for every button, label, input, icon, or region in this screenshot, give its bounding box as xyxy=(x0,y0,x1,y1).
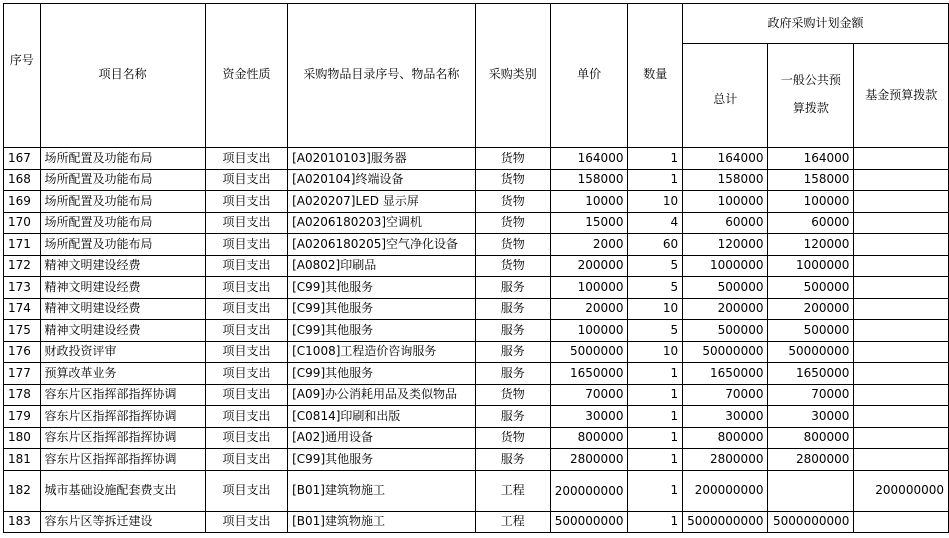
row-fund-nature-cell: 项目支出 xyxy=(205,169,287,191)
row-unit-price-cell: 15000 xyxy=(550,212,628,234)
row-general-budget-cell: 120000 xyxy=(768,234,854,256)
table-row xyxy=(4,470,949,511)
row-unit-price-cell: 100000 xyxy=(550,320,628,342)
row-fund-nature-cell: 项目支出 xyxy=(205,449,287,471)
table-row xyxy=(4,169,949,191)
row-quantity-cell: 1 xyxy=(628,511,683,533)
row-project-name-cell: 精神文明建设经费 xyxy=(40,255,205,277)
table-row xyxy=(4,341,949,363)
row-category-cell: 服务 xyxy=(475,363,550,385)
row-unit-price-cell: 70000 xyxy=(550,384,628,406)
row-fund-budget-cell xyxy=(854,255,949,277)
row-quantity-cell: 1 xyxy=(628,406,683,428)
row-total-cell: 200000 xyxy=(683,298,768,320)
row-quantity-cell: 4 xyxy=(628,212,683,234)
row-item-cell: [A02]通用设备 xyxy=(288,427,476,449)
row-total-cell: 500000 xyxy=(683,277,768,299)
row-item-cell: [A0206180205]空气净化设备 xyxy=(288,234,476,256)
row-total-cell: 60000 xyxy=(683,212,768,234)
row-quantity-cell: 1 xyxy=(628,427,683,449)
row-item-cell: [C99]其他服务 xyxy=(288,277,476,299)
row-quantity-cell: 1 xyxy=(628,384,683,406)
row-project-name-cell: 场所配置及功能布局 xyxy=(40,148,205,170)
row-quantity-cell: 1 xyxy=(628,148,683,170)
row-category-cell: 服务 xyxy=(475,449,550,471)
row-unit-price-cell: 2800000 xyxy=(550,449,628,471)
table-row xyxy=(4,277,949,299)
row-total-cell: 1650000 xyxy=(683,363,768,385)
row-project-name-cell: 容东片区指挥部指挥协调 xyxy=(40,427,205,449)
row-item-cell: [C0814]印刷和出版 xyxy=(288,406,476,428)
row-seq-cell: 169 xyxy=(4,191,41,213)
table-row xyxy=(4,363,949,385)
row-item-cell: [A020104]终端设备 xyxy=(288,169,476,191)
row-fund-budget-cell xyxy=(854,511,949,533)
table-row xyxy=(4,320,949,342)
row-general-budget-cell: 1000000 xyxy=(768,255,854,277)
row-item-cell: [C99]其他服务 xyxy=(288,449,476,471)
row-unit-price-cell: 200000 xyxy=(550,255,628,277)
row-project-name-cell: 场所配置及功能布局 xyxy=(40,234,205,256)
row-fund-budget-cell xyxy=(854,384,949,406)
row-fund-nature-cell: 项目支出 xyxy=(205,511,287,533)
row-total-cell: 50000000 xyxy=(683,341,768,363)
table-row xyxy=(4,255,949,277)
header-item-catalog: 采购物品目录序号、物品名称 xyxy=(288,4,476,148)
row-fund-nature-cell: 项目支出 xyxy=(205,277,287,299)
row-project-name-cell: 精神文明建设经费 xyxy=(40,277,205,299)
row-fund-budget-cell xyxy=(854,363,949,385)
procurement-plan-table xyxy=(3,3,949,533)
row-quantity-cell: 10 xyxy=(628,341,683,363)
row-fund-budget-cell xyxy=(854,341,949,363)
row-category-cell: 工程 xyxy=(475,511,550,533)
row-total-cell: 120000 xyxy=(683,234,768,256)
row-general-budget-cell: 30000 xyxy=(768,406,854,428)
row-seq-cell: 180 xyxy=(4,427,41,449)
row-project-name-cell: 场所配置及功能布局 xyxy=(40,212,205,234)
row-quantity-cell: 1 xyxy=(628,363,683,385)
row-seq-cell: 174 xyxy=(4,298,41,320)
row-seq-cell: 171 xyxy=(4,234,41,256)
table-row xyxy=(4,384,949,406)
row-fund-budget-cell xyxy=(854,212,949,234)
row-category-cell: 服务 xyxy=(475,320,550,342)
row-seq-cell: 167 xyxy=(4,148,41,170)
header-fund-nature: 资金性质 xyxy=(205,4,287,148)
row-seq-cell: 182 xyxy=(4,470,41,511)
row-seq-cell: 176 xyxy=(4,341,41,363)
row-unit-price-cell: 164000 xyxy=(550,148,628,170)
row-fund-nature-cell: 项目支出 xyxy=(205,234,287,256)
row-quantity-cell: 1 xyxy=(628,470,683,511)
row-category-cell: 服务 xyxy=(475,406,550,428)
table-row xyxy=(4,406,949,428)
header-fund-budget: 基金预算拨款 xyxy=(854,44,949,148)
table-row xyxy=(4,191,949,213)
row-seq-cell: 170 xyxy=(4,212,41,234)
row-total-cell: 5000000000 xyxy=(683,511,768,533)
header-unit-price: 单价 xyxy=(550,4,628,148)
row-fund-nature-cell: 项目支出 xyxy=(205,363,287,385)
row-fund-nature-cell: 项目支出 xyxy=(205,470,287,511)
row-category-cell: 货物 xyxy=(475,234,550,256)
row-unit-price-cell: 2000 xyxy=(550,234,628,256)
row-fund-nature-cell: 项目支出 xyxy=(205,341,287,363)
row-general-budget-cell: 158000 xyxy=(768,169,854,191)
row-project-name-cell: 预算改革业务 xyxy=(40,363,205,385)
row-project-name-cell: 财政投资评审 xyxy=(40,341,205,363)
row-seq-cell: 181 xyxy=(4,449,41,471)
row-general-budget-cell: 500000 xyxy=(768,320,854,342)
row-unit-price-cell: 30000 xyxy=(550,406,628,428)
row-quantity-cell: 5 xyxy=(628,277,683,299)
row-category-cell: 货物 xyxy=(475,191,550,213)
row-project-name-cell: 容东片区指挥部指挥协调 xyxy=(40,449,205,471)
row-project-name-cell: 精神文明建设经费 xyxy=(40,298,205,320)
row-project-name-cell: 容东片区指挥部指挥协调 xyxy=(40,406,205,428)
row-total-cell: 164000 xyxy=(683,148,768,170)
header-plan-amount-group: 政府采购计划金额 xyxy=(683,4,949,44)
table-row xyxy=(4,449,949,471)
row-total-cell: 800000 xyxy=(683,427,768,449)
row-unit-price-cell: 500000000 xyxy=(550,511,628,533)
row-seq-cell: 168 xyxy=(4,169,41,191)
row-quantity-cell: 1 xyxy=(628,169,683,191)
row-fund-nature-cell: 项目支出 xyxy=(205,384,287,406)
row-fund-nature-cell: 项目支出 xyxy=(205,298,287,320)
row-general-budget-cell: 164000 xyxy=(768,148,854,170)
row-item-cell: [B01]建筑物施工 xyxy=(288,470,476,511)
row-fund-budget-cell xyxy=(854,406,949,428)
header-project-name: 项目名称 xyxy=(40,4,205,148)
table-row xyxy=(4,234,949,256)
row-quantity-cell: 5 xyxy=(628,255,683,277)
row-project-name-cell: 容东片区指挥部指挥协调 xyxy=(40,384,205,406)
table-row xyxy=(4,427,949,449)
row-fund-budget-cell xyxy=(854,449,949,471)
row-category-cell: 服务 xyxy=(475,341,550,363)
row-fund-budget-cell xyxy=(854,298,949,320)
row-seq-cell: 175 xyxy=(4,320,41,342)
row-fund-nature-cell: 项目支出 xyxy=(205,148,287,170)
row-project-name-cell: 容东片区等拆迁建设 xyxy=(40,511,205,533)
row-fund-nature-cell: 项目支出 xyxy=(205,427,287,449)
header-quantity: 数量 xyxy=(628,4,683,148)
row-unit-price-cell: 5000000 xyxy=(550,341,628,363)
row-total-cell: 30000 xyxy=(683,406,768,428)
row-fund-budget-cell xyxy=(854,191,949,213)
row-total-cell: 158000 xyxy=(683,169,768,191)
row-fund-budget-cell xyxy=(854,169,949,191)
row-seq-cell: 179 xyxy=(4,406,41,428)
row-general-budget-cell: 50000000 xyxy=(768,341,854,363)
row-general-budget-cell: 60000 xyxy=(768,212,854,234)
row-unit-price-cell: 158000 xyxy=(550,169,628,191)
row-category-cell: 服务 xyxy=(475,277,550,299)
row-quantity-cell: 10 xyxy=(628,191,683,213)
row-general-budget-cell: 2800000 xyxy=(768,449,854,471)
table-body xyxy=(4,148,949,533)
row-fund-budget-cell xyxy=(854,320,949,342)
row-general-budget-cell: 5000000000 xyxy=(768,511,854,533)
row-fund-nature-cell: 项目支出 xyxy=(205,191,287,213)
row-item-cell: [A020207]LED 显示屏 xyxy=(288,191,476,213)
row-total-cell: 500000 xyxy=(683,320,768,342)
row-total-cell: 200000000 xyxy=(683,470,768,511)
row-general-budget-cell: 1650000 xyxy=(768,363,854,385)
row-category-cell: 货物 xyxy=(475,212,550,234)
row-unit-price-cell: 200000000 xyxy=(550,470,628,511)
row-fund-nature-cell: 项目支出 xyxy=(205,255,287,277)
row-item-cell: [C99]其他服务 xyxy=(288,298,476,320)
table-row xyxy=(4,298,949,320)
row-general-budget-cell: 100000 xyxy=(768,191,854,213)
header-general-budget: 一般公共预算拨款 xyxy=(768,66,854,148)
row-seq-cell: 172 xyxy=(4,255,41,277)
row-category-cell: 货物 xyxy=(475,148,550,170)
row-general-budget-cell: 800000 xyxy=(768,427,854,449)
row-category-cell: 货物 xyxy=(475,255,550,277)
row-category-cell: 货物 xyxy=(475,384,550,406)
table-row xyxy=(4,212,949,234)
row-category-cell: 货物 xyxy=(475,169,550,191)
row-item-cell: [A0206180203]空调机 xyxy=(288,212,476,234)
row-fund-budget-cell: 200000000 xyxy=(854,470,949,511)
header-category: 采购类别 xyxy=(475,4,550,148)
row-category-cell: 工程 xyxy=(475,470,550,511)
row-fund-nature-cell: 项目支出 xyxy=(205,406,287,428)
header-seq: 序号 xyxy=(4,4,41,148)
row-seq-cell: 183 xyxy=(4,511,41,533)
row-category-cell: 货物 xyxy=(475,427,550,449)
row-fund-budget-cell xyxy=(854,277,949,299)
row-item-cell: [C99]其他服务 xyxy=(288,363,476,385)
row-unit-price-cell: 20000 xyxy=(550,298,628,320)
row-project-name-cell: 城市基础设施配套费支出 xyxy=(40,470,205,511)
row-total-cell: 2800000 xyxy=(683,449,768,471)
header-general-budget-top xyxy=(768,44,854,66)
row-quantity-cell: 10 xyxy=(628,298,683,320)
row-unit-price-cell: 10000 xyxy=(550,191,628,213)
row-category-cell: 服务 xyxy=(475,298,550,320)
row-general-budget-cell: 500000 xyxy=(768,277,854,299)
row-fund-budget-cell xyxy=(854,427,949,449)
row-general-budget-cell: 70000 xyxy=(768,384,854,406)
table-row xyxy=(4,511,949,533)
row-general-budget-cell: 200000 xyxy=(768,298,854,320)
row-quantity-cell: 60 xyxy=(628,234,683,256)
row-unit-price-cell: 1650000 xyxy=(550,363,628,385)
row-project-name-cell: 场所配置及功能布局 xyxy=(40,191,205,213)
row-fund-budget-cell xyxy=(854,148,949,170)
row-project-name-cell: 场所配置及功能布局 xyxy=(40,169,205,191)
row-general-budget-cell xyxy=(768,470,854,511)
row-total-cell: 70000 xyxy=(683,384,768,406)
row-project-name-cell: 精神文明建设经费 xyxy=(40,320,205,342)
row-seq-cell: 173 xyxy=(4,277,41,299)
row-item-cell: [C99]其他服务 xyxy=(288,320,476,342)
row-item-cell: [A02010103]服务器 xyxy=(288,148,476,170)
row-seq-cell: 177 xyxy=(4,363,41,385)
row-seq-cell: 178 xyxy=(4,384,41,406)
header-total: 总计 xyxy=(683,44,768,148)
row-total-cell: 1000000 xyxy=(683,255,768,277)
row-total-cell: 100000 xyxy=(683,191,768,213)
row-item-cell: [C1008]工程造价咨询服务 xyxy=(288,341,476,363)
row-quantity-cell: 5 xyxy=(628,320,683,342)
row-item-cell: [A0802]印刷品 xyxy=(288,255,476,277)
row-fund-nature-cell: 项目支出 xyxy=(205,320,287,342)
row-quantity-cell: 1 xyxy=(628,449,683,471)
row-fund-nature-cell: 项目支出 xyxy=(205,212,287,234)
row-item-cell: [A09]办公消耗用品及类似物品 xyxy=(288,384,476,406)
table-row xyxy=(4,148,949,170)
row-unit-price-cell: 800000 xyxy=(550,427,628,449)
row-unit-price-cell: 100000 xyxy=(550,277,628,299)
row-item-cell: [B01]建筑物施工 xyxy=(288,511,476,533)
row-fund-budget-cell xyxy=(854,234,949,256)
